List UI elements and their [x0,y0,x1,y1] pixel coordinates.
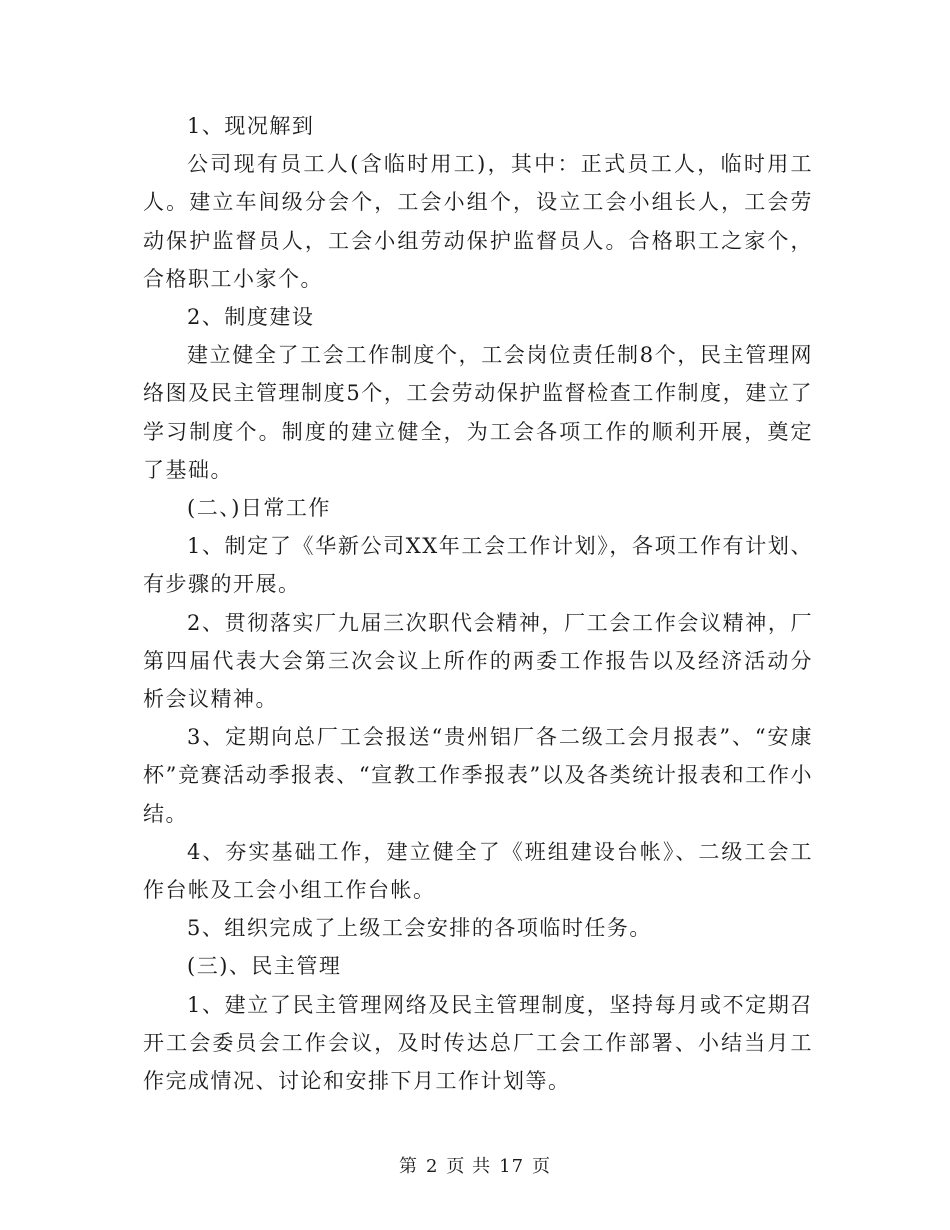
paragraph-section-1-heading: 1、现况解到 [187,114,315,138]
document-body [143,107,813,1100]
paragraph-daily-work-item-5: 5、组织完成了上级工会安排的各项临时任务。 [187,916,652,941]
paragraph-daily-work-heading: (二、)日常工作 [187,496,331,521]
paragraph-system-building: 建立健全了工会工作制度个，工会岗位责任制8个，民主管理网络图及民主管理制度5个，工会劳动保护监督检查工作制度，建立了学习制度个。制度的建立健全，为工会各项工作的顺利开展，奠定了基础。 [143,343,813,482]
paragraph-daily-work-item-1: 1、制定了《华新公司XX年工会工作计划》，各项工作有计划、有步骤的开展。 [143,534,813,597]
paragraph-daily-work-item-2: 2、贯彻落实厂九届三次职代会精神，厂工会工作会议精神，厂第四届代表大会第三次会议上所作的两委工作报告以及经济活动分析会议精神。 [143,610,813,712]
footer-total-pages: 17 [499,1156,525,1177]
footer-current-page: 2 [425,1156,439,1177]
paragraph-daily-work-item-3: 3、定期向总厂工会报送“贵州铝厂各二级工会月报表”、“安康杯”竞赛活动季报表、“宣教工作季报表”以及各类统计报表和工作小结。 [143,725,813,826]
paragraph-section-2-heading: 2、制度建设 [187,305,315,330]
footer-suffix: 页 [532,1156,552,1177]
footer-middle: 页 共 [446,1156,492,1177]
paragraph-democratic-management-heading: (三)、民主管理 [187,954,342,979]
paragraph-status-overview: 公司现有员工人(含临时用工)，其中：正式员工人，临时用工人。建立车间级分会个，工会小组个，设立工会小组长人，工会劳动保护监督员人，工会小组劳动保护监督员人。合格职工之家个，合格职工小家个。 [143,152,813,291]
paragraph-daily-work-item-4: 4、夯实基础工作，建立健全了《班组建设台帐》、二级工会工作台帐及工会小组工作台帐。 [143,839,813,903]
footer-prefix: 第 [398,1156,418,1177]
paragraph-democratic-management-item-1: 1、建立了民主管理网络及民主管理制度，坚持每月或不定期召开工会委员会工作会议，及时传达总厂工会工作部署、小结当月工作完成情况、讨论和安排下月工作计划等。 [143,992,813,1094]
page-footer [0,1152,950,1178]
